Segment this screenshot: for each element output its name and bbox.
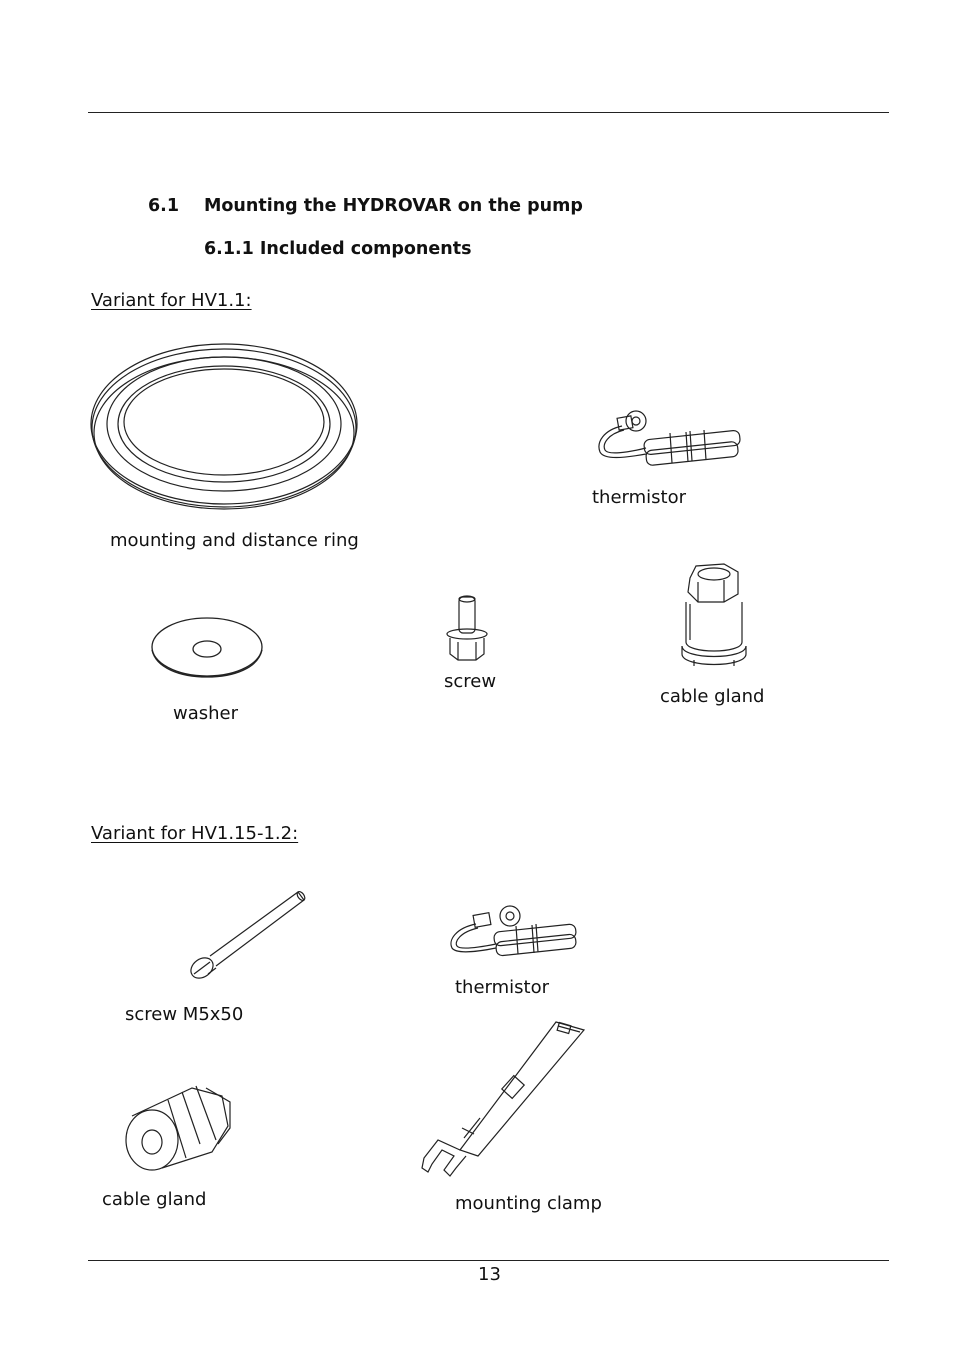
washer-drawing [150, 614, 266, 678]
variant-2-heading: Variant for HV1.15-1.2: [91, 823, 299, 844]
variant-1-heading: Variant for HV1.1: [91, 290, 252, 311]
screw-drawing [444, 594, 494, 664]
mounting-clamp-label: mounting clamp [455, 1193, 602, 1214]
washer-label: washer [173, 703, 239, 724]
subsection-title: 6.1.1 Included components [204, 239, 472, 259]
cable-gland-drawing [680, 560, 750, 672]
thermistor-2-label: thermistor [455, 977, 550, 998]
footer-rule [88, 1260, 889, 1261]
mounting-clamp-drawing [418, 1018, 590, 1178]
mounting-ring-drawing [88, 340, 360, 515]
cable-gland-2-drawing [122, 1082, 234, 1174]
thermistor-label: thermistor [592, 487, 687, 508]
ring-label: mounting and distance ring [110, 530, 359, 551]
screw-m5x50-label: screw M5x50 [125, 1004, 244, 1025]
screw-m5x50-drawing [186, 888, 308, 984]
header-rule [88, 112, 889, 113]
section-title: Mounting the HYDROVAR on the pump [204, 196, 583, 216]
thermistor-drawing [594, 408, 746, 468]
cable-gland-2-label: cable gland [102, 1189, 207, 1210]
thermistor-2-drawing [446, 904, 582, 960]
cable-gland-label: cable gland [660, 686, 765, 707]
screw-label: screw [444, 671, 497, 692]
page-number: 13 [478, 1264, 501, 1285]
section-number: 6.1 [148, 196, 180, 216]
